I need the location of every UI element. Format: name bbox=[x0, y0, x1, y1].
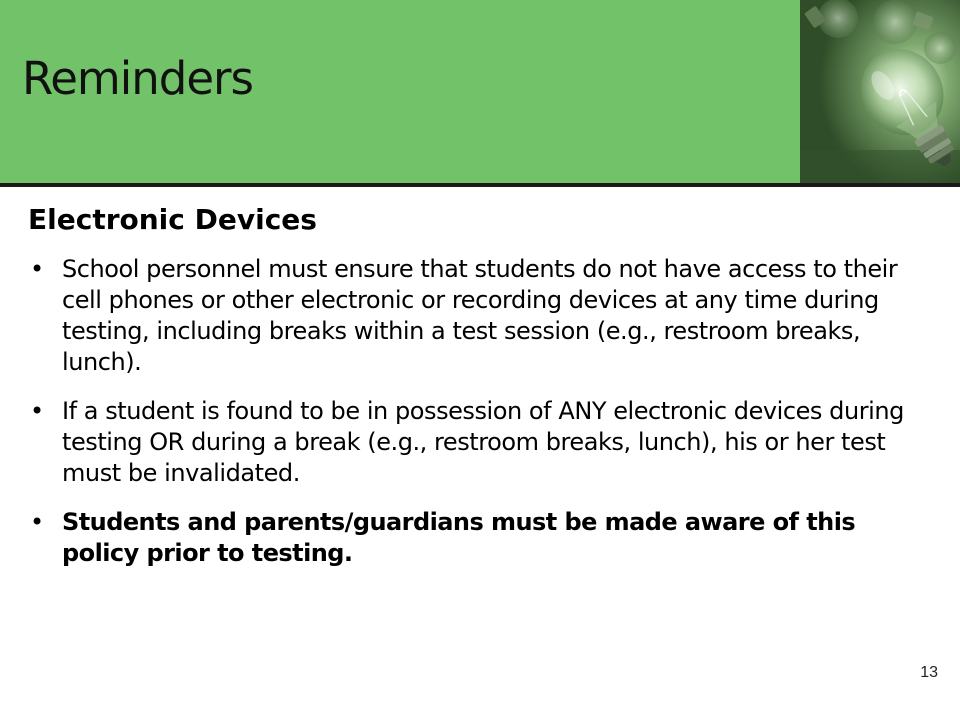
light-bulbs-photo bbox=[800, 0, 960, 183]
bullet-glyph: • bbox=[30, 397, 44, 425]
section-heading: Electronic Devices bbox=[28, 203, 317, 236]
slide-number: 13 bbox=[920, 664, 938, 681]
bullet-glyph: • bbox=[30, 255, 44, 283]
bullet-text: If a student is found to be in possession of ANY electronic devices during testing OR during a break (e.g., restroom breaks, lunch), his or her test must be invalidated. bbox=[62, 397, 904, 487]
bullet-list bbox=[28, 254, 928, 587]
bullet-item bbox=[28, 254, 928, 378]
header-rule bbox=[0, 183, 960, 187]
bullet-glyph: • bbox=[30, 508, 44, 536]
slide-title: Reminders bbox=[22, 52, 253, 105]
bullet-item bbox=[28, 396, 928, 489]
bullet-text: School personnel must ensure that students do not have access to their cell phones or other electronic or recording devices at any time during testing, including breaks within a test session (e.g., restroom breaks, lunch). bbox=[62, 255, 898, 376]
bullet-item-emphasis bbox=[28, 507, 928, 569]
header-band bbox=[0, 0, 800, 183]
bullet-text: Students and parents/guardians must be made aware of this policy prior to testing. bbox=[62, 508, 856, 567]
